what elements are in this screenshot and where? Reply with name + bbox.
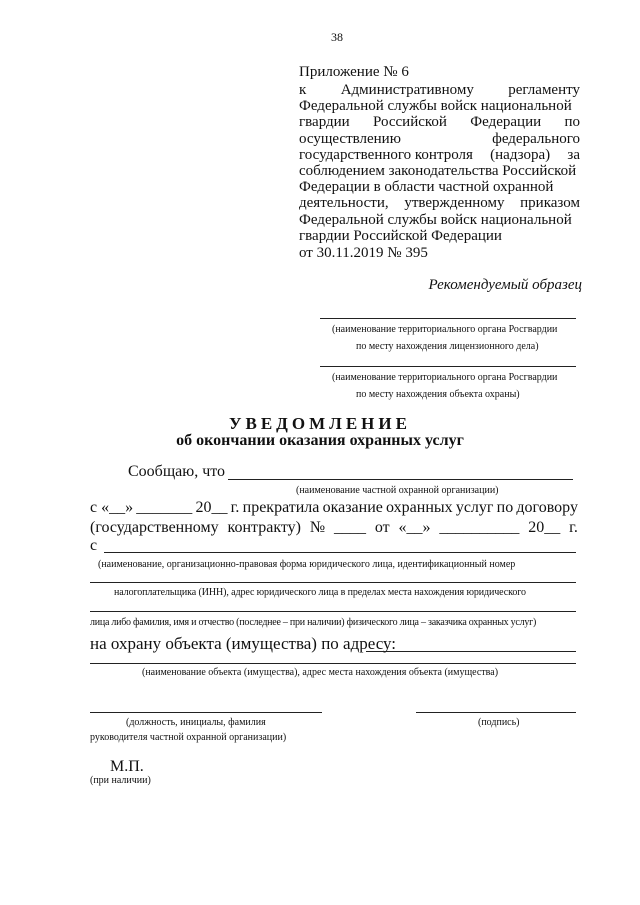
appendix-word: осуществлению xyxy=(299,130,401,147)
position-caption: (должность, инициалы, фамилия xyxy=(126,717,266,728)
appendix-word: государственного контроля xyxy=(299,146,473,163)
appendix-line xyxy=(299,212,580,229)
address-line xyxy=(366,651,576,652)
body-word: от xyxy=(374,519,390,536)
recommended-sample: Рекомендуемый образец xyxy=(428,277,582,293)
body-word: № xyxy=(309,519,326,536)
customer-caption-b: налогоплательщика (ИНН), адрес юридического лица в пределах места нахождения юридического xyxy=(114,587,526,598)
body-word: _______ xyxy=(136,499,193,516)
address-line-2 xyxy=(90,663,576,664)
appendix-word: Российской xyxy=(373,114,447,131)
appendix-word: гвардии xyxy=(299,114,350,131)
appendix-word: утвержденному xyxy=(404,195,505,212)
appendix-word: федерального xyxy=(492,130,580,147)
addressee-1-line xyxy=(320,318,576,319)
body-word: 20__ xyxy=(195,499,228,516)
signature-line xyxy=(416,712,576,713)
appendix-word: приказом xyxy=(520,195,580,212)
body-word: услуг xyxy=(455,499,494,516)
appendix-date: от 30.11.2019 № 395 xyxy=(299,245,428,261)
body-word: г. xyxy=(569,519,578,536)
position-line xyxy=(90,712,322,713)
body-line-2 xyxy=(90,499,578,517)
appendix-line xyxy=(299,114,580,131)
appendix-word: за xyxy=(567,146,580,163)
body-word: по xyxy=(496,499,514,516)
body-word: __________ xyxy=(439,519,520,536)
body-word: прекратила xyxy=(242,499,320,516)
body-word: (государственному xyxy=(90,519,219,536)
addressee-2-caption-2: по месту нахождения объекта охраны) xyxy=(356,389,520,400)
body-word: 20__ xyxy=(528,519,561,536)
appendix-word: Административному xyxy=(340,82,474,98)
body-word: ____ xyxy=(334,519,366,536)
body-line-3 xyxy=(90,519,578,537)
body-word: договору xyxy=(516,499,578,516)
appendix-line xyxy=(299,82,580,99)
body-word: охранных xyxy=(386,499,453,516)
appendix-line xyxy=(299,147,580,164)
appendix-word: (надзора) xyxy=(490,146,551,163)
body-word: оказание xyxy=(322,499,383,516)
signature-caption: (подпись) xyxy=(478,717,520,728)
appendix-word: Федеральной службы войск национальной xyxy=(299,98,572,115)
appendix-line xyxy=(299,163,580,180)
addressee-2-caption: (наименование территориального органа Росгвардии xyxy=(332,372,558,383)
addressee-1-caption-2: по месту нахождения лицензионного дела) xyxy=(356,341,539,352)
page-number: 38 xyxy=(331,30,343,44)
appendix-word: Федеральной службы войск национальной xyxy=(299,211,572,228)
body-word: «__» xyxy=(398,519,431,536)
org-name-line xyxy=(228,479,573,480)
body-word: контракту) xyxy=(227,519,301,536)
appendix-word: деятельности, xyxy=(299,195,389,212)
protection-line: на охрану объекта (имущества) по адресу: xyxy=(90,634,397,653)
stamp-note: (при наличии) xyxy=(90,775,151,786)
appendix-word: Федерации xyxy=(470,114,542,131)
appendix-line xyxy=(299,179,580,196)
document-subtitle: об окончании оказания охранных услуг xyxy=(176,432,464,449)
body-word: с «__» xyxy=(90,499,134,516)
stamp-label: М.П. xyxy=(110,758,144,775)
appendix-last-line: гвардии Российской Федерации xyxy=(299,228,502,244)
body-line-4-prefix: с xyxy=(90,537,98,554)
customer-caption-c: лица либо фамилия, имя и отчество (последнее – при наличии) физического лица – заказчика охранных услуг) xyxy=(90,617,537,628)
customer-line-3 xyxy=(90,611,576,612)
appendix-line xyxy=(299,98,580,115)
appendix-title: Приложение № 6 xyxy=(299,64,409,80)
position-caption-2: руководителя частной охранной организации) xyxy=(90,732,287,743)
document-title: УВЕДОМЛЕНИЕ xyxy=(229,414,411,433)
customer-caption-a: (наименование, организационно-правовая форма юридического лица, идентификационный номер xyxy=(98,559,516,570)
body-word: г. xyxy=(230,499,240,516)
object-caption: (наименование объекта (имущества), адрес места нахождения объекта (имущества) xyxy=(142,667,499,678)
addressee-2-line xyxy=(320,366,576,367)
customer-line-2 xyxy=(90,582,576,583)
appendix-word: соблюдением законодательства Российской xyxy=(299,163,577,179)
org-name-caption: (наименование частной охранной организации) xyxy=(296,485,499,496)
body-soobshchayu: Сообщаю, что xyxy=(128,463,226,480)
customer-line xyxy=(104,552,576,553)
appendix-line xyxy=(299,195,580,212)
addressee-1-caption: (наименование территориального органа Росгвардии xyxy=(332,324,558,335)
appendix-word: Федерации в области частной охранной xyxy=(299,179,554,196)
appendix-line xyxy=(299,131,580,148)
appendix-word: регламенту xyxy=(508,82,580,98)
appendix-word: по xyxy=(564,114,580,131)
appendix-word: к xyxy=(299,82,307,98)
